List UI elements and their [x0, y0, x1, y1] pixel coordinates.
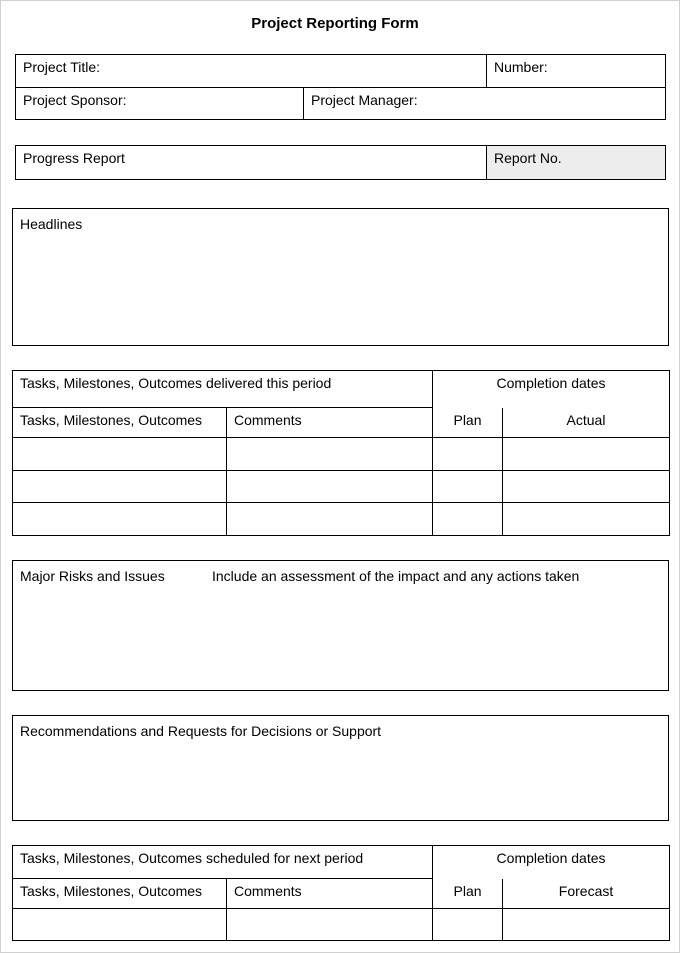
delivered-col-plan-label: Plan	[453, 411, 482, 428]
delivered-row-2-plan[interactable]	[433, 471, 503, 503]
project-info-table	[15, 54, 666, 120]
delivered-col-actual-label: Actual	[566, 411, 606, 428]
delivered-row-3-actual[interactable]	[503, 503, 670, 536]
delivered-col-tasks-label: Tasks, Milestones, Outcomes	[20, 412, 203, 428]
number-label: Number:	[494, 59, 548, 75]
delivered-col-comments-label: Comments	[234, 412, 302, 428]
project-sponsor-label: Project Sponsor:	[23, 92, 127, 108]
scheduled-col-comments	[227, 879, 433, 909]
progress-report-table	[15, 145, 666, 180]
scheduled-col-plan	[433, 879, 503, 909]
number-field[interactable]	[487, 55, 666, 88]
form-title: Project Reporting Form	[251, 15, 419, 32]
scheduled-section-label: Tasks, Milestones, Outcomes scheduled for next period	[20, 850, 364, 866]
progress-report-field[interactable]	[16, 146, 487, 180]
delivered-dates-label: Completion dates	[496, 375, 606, 391]
delivered-row-1-comments[interactable]	[227, 438, 433, 471]
project-manager-label: Project Manager:	[311, 92, 418, 108]
scheduled-col-tasks	[13, 879, 227, 909]
scheduled-col-plan-label: Plan	[453, 882, 482, 899]
table-row	[13, 471, 670, 503]
table-row	[13, 503, 670, 536]
delivered-row-3-plan[interactable]	[433, 503, 503, 536]
scheduled-col-comments-label: Comments	[234, 883, 302, 899]
delivered-row-3-tasks[interactable]	[13, 503, 227, 536]
delivered-row-2-comments[interactable]	[227, 471, 433, 503]
delivered-row-1-plan[interactable]	[433, 438, 503, 471]
risks-label: Major Risks and Issues	[20, 568, 165, 584]
delivered-section-label: Tasks, Milestones, Outcomes delivered this period	[20, 375, 332, 391]
scheduled-col-forecast	[503, 879, 670, 909]
report-no-field[interactable]	[487, 146, 666, 180]
scheduled-dates-label: Completion dates	[496, 850, 606, 866]
scheduled-row-1-plan[interactable]	[433, 909, 503, 941]
delivered-row-1-actual[interactable]	[503, 438, 670, 471]
progress-report-label: Progress Report	[23, 150, 125, 166]
risks-box[interactable]	[12, 560, 669, 691]
delivered-row-3-comments[interactable]	[227, 503, 433, 536]
delivered-col-plan	[433, 408, 503, 438]
scheduled-tasks-table	[12, 845, 670, 941]
recommendations-box[interactable]	[12, 715, 669, 821]
project-manager-field[interactable]	[304, 88, 666, 120]
scheduled-col-forecast-label: Forecast	[558, 882, 614, 899]
delivered-col-actual	[503, 408, 670, 438]
report-no-label: Report No.	[494, 150, 562, 166]
scheduled-dates-header	[433, 846, 670, 879]
delivered-row-2-actual[interactable]	[503, 471, 670, 503]
headlines-label: Headlines	[20, 216, 83, 232]
risks-hint: Include an assessment of the impact and any actions taken	[212, 568, 580, 584]
delivered-row-2-tasks[interactable]	[13, 471, 227, 503]
delivered-col-comments	[227, 408, 433, 438]
delivered-row-1-tasks[interactable]	[13, 438, 227, 471]
delivered-section-header	[13, 371, 433, 408]
delivered-dates-header	[433, 371, 670, 408]
table-row	[13, 438, 670, 471]
project-title-field[interactable]	[16, 55, 487, 88]
scheduled-row-1-comments[interactable]	[227, 909, 433, 941]
scheduled-section-header	[13, 846, 433, 879]
scheduled-row-1-forecast[interactable]	[503, 909, 670, 941]
headlines-box[interactable]	[12, 208, 669, 346]
project-sponsor-field[interactable]	[16, 88, 304, 120]
delivered-tasks-table	[12, 370, 670, 536]
project-title-label: Project Title:	[23, 59, 101, 75]
recommendations-label: Recommendations and Requests for Decisions or Support	[20, 723, 382, 739]
delivered-col-tasks	[13, 408, 227, 438]
table-row	[13, 909, 670, 941]
scheduled-row-1-tasks[interactable]	[13, 909, 227, 941]
scheduled-col-tasks-label: Tasks, Milestones, Outcomes	[20, 883, 203, 899]
